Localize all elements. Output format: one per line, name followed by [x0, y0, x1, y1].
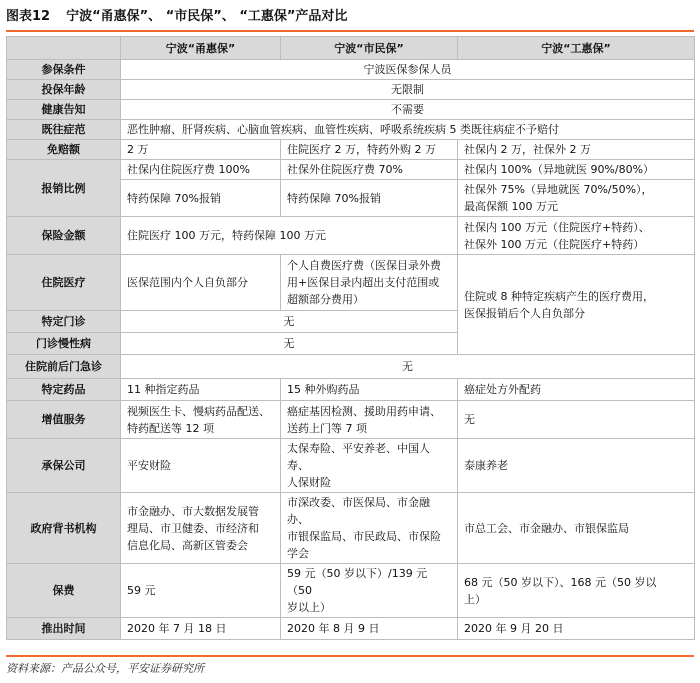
table-row [7, 160, 695, 180]
row-label: 保费 [7, 564, 121, 618]
table-cell: 平安财险 [121, 439, 281, 493]
header-corner [7, 37, 121, 60]
table-cell: 个人自费医疗费（医保目录外费 用+医保目录内超出支付范围或 超额部分费用） [281, 255, 458, 311]
table-row [7, 217, 695, 255]
table-cell: 2020 年 7 月 18 日 [121, 618, 281, 640]
table-cell: 68 元（50 岁以下）、168 元（50 岁以 上） [458, 564, 695, 618]
table-cell: 特药保障 70%报销 [121, 180, 281, 217]
table-cell: 2020 年 8 月 9 日 [281, 618, 458, 640]
table-row [7, 618, 695, 640]
table-row [7, 60, 695, 80]
table-cell: 市深改委、市医保局、市金融办、 市银保监局、市民政局、市保险 学会 [281, 493, 458, 564]
table-cell: 癌症处方外配药 [458, 379, 695, 401]
source-note: 资料来源：产品公众号，平安证券研究所 [6, 655, 694, 676]
table-row [7, 493, 695, 564]
table-cell: 无 [121, 333, 458, 355]
row-label: 免赔额 [7, 140, 121, 160]
row-label: 住院医疗 [7, 255, 121, 311]
row-label: 特定门诊 [7, 311, 121, 333]
table-cell: 社保内住院医疗费 100% [121, 160, 281, 180]
table-cell: 住院医疗 100 万元，特药保障 100 万元 [121, 217, 458, 255]
row-label: 保险金额 [7, 217, 121, 255]
table-row [7, 255, 695, 311]
table-cell: 医保范围内个人自负部分 [121, 255, 281, 311]
row-label: 门诊慢性病 [7, 333, 121, 355]
table-cell: 太保寿险、平安养老、中国人寿、 人保财险 [281, 439, 458, 493]
row-label: 住院前后门急诊 [7, 355, 121, 379]
row-label: 参保条件 [7, 60, 121, 80]
row-label: 健康告知 [7, 100, 121, 120]
table-row [7, 140, 695, 160]
table-cell: 市金融办、市大数据发展管 理局、市卫健委、市经济和 信息化局、高新区管委会 [121, 493, 281, 564]
table-cell: 2020 年 9 月 20 日 [458, 618, 695, 640]
comparison-table [6, 36, 695, 640]
table-cell: 59 元（50 岁以下）/139 元（50 岁以上） [281, 564, 458, 618]
row-label: 政府背书机构 [7, 493, 121, 564]
table-cell: 不需要 [121, 100, 695, 120]
row-label: 投保年龄 [7, 80, 121, 100]
header-gonghuibao: 宁波“工惠保” [458, 37, 695, 60]
table-cell: 11 种指定药品 [121, 379, 281, 401]
table-cell: 无 [121, 355, 695, 379]
header-yonghuibao: 宁波“甬惠保” [121, 37, 281, 60]
table-cell: 泰康养老 [458, 439, 695, 493]
table-cell: 社保内 100%（异地就医 90%/80%） [458, 160, 695, 180]
table-cell: 无限制 [121, 80, 695, 100]
table-cell: 15 种外购药品 [281, 379, 458, 401]
table-row [7, 439, 695, 493]
table-cell: 癌症基因检测、援助用药申请、 送药上门等 7 项 [281, 401, 458, 439]
table-row [7, 401, 695, 439]
row-label: 特定药品 [7, 379, 121, 401]
table-cell: 住院或 8 种特定疾病产生的医疗费用， 医保报销后个人自负部分 [458, 255, 695, 355]
row-label: 既往症范 [7, 120, 121, 140]
table-cell: 社保内 2 万，社保外 2 万 [458, 140, 695, 160]
table-row [7, 379, 695, 401]
table-cell: 宁波医保参保人员 [121, 60, 695, 80]
table-cell: 恶性肿瘤、肝肾疾病、心脑血管疾病、血管性疾病、呼吸系统疾病 5 类既往病症不予赔付 [121, 120, 695, 140]
table-row [7, 564, 695, 618]
table-cell: 住院医疗 2 万，特药外购 2 万 [281, 140, 458, 160]
table-cell: 无 [121, 311, 458, 333]
table-cell: 社保内 100 万元（住院医疗+特药）、 社保外 100 万元（住院医疗+特药） [458, 217, 695, 255]
table-row [7, 80, 695, 100]
table-cell: 特药保障 70%报销 [281, 180, 458, 217]
figure-caption: 宁波“甬惠保”、 “市民保”、 “工惠保”产品对比 [66, 9, 348, 24]
header-shiminbao: 宁波“市民保” [281, 37, 458, 60]
figure-title [6, 8, 694, 32]
figure-number: 图表12 [6, 9, 51, 24]
row-label: 增值服务 [7, 401, 121, 439]
row-label: 推出时间 [7, 618, 121, 640]
table-cell: 2 万 [121, 140, 281, 160]
row-label: 承保公司 [7, 439, 121, 493]
table-cell: 59 元 [121, 564, 281, 618]
table-cell: 视频医生卡、慢病药品配送、 特药配送等 12 项 [121, 401, 281, 439]
table-row [7, 100, 695, 120]
table-cell: 市总工会、市金融办、市银保监局 [458, 493, 695, 564]
table-cell: 社保外 75%（异地就医 70%/50%）， 最高保额 100 万元 [458, 180, 695, 217]
table-row [7, 355, 695, 379]
table-row [7, 120, 695, 140]
table-header-row [7, 37, 695, 60]
table-cell: 无 [458, 401, 695, 439]
table-cell: 社保外住院医疗费 70% [281, 160, 458, 180]
row-label: 报销比例 [7, 160, 121, 217]
